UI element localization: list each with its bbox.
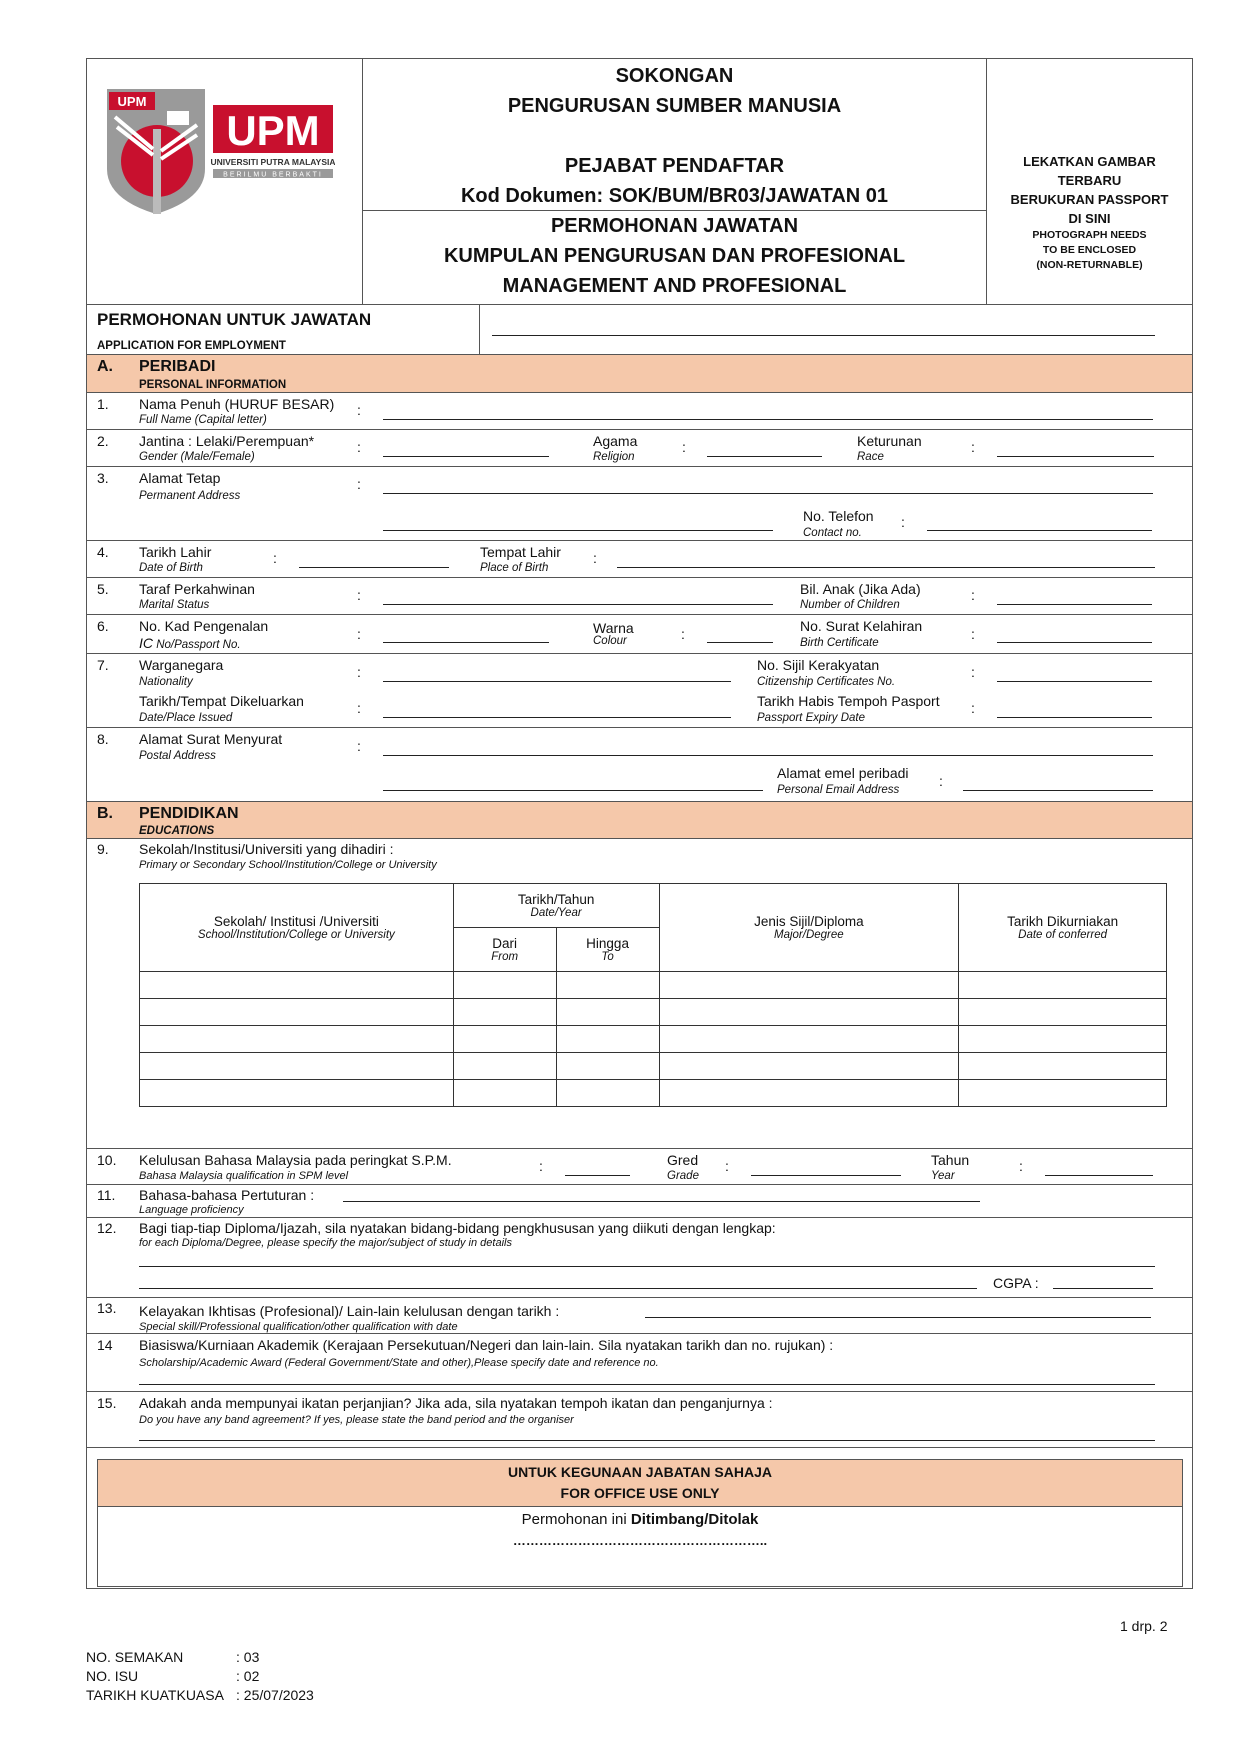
photo-instruction: DI SINI: [1068, 211, 1111, 226]
field-label-en: Permanent Address: [139, 490, 241, 502]
decision-text: Permohonan ini: [521, 1511, 631, 1528]
photo-placeholder[interactable]: [987, 59, 1192, 304]
decision-options: Ditimbang/Ditolak: [630, 1511, 759, 1528]
photo-note: (NON-RETURNABLE): [1036, 259, 1143, 271]
marital-status-input[interactable]: [383, 604, 773, 605]
email-label: Alamat emel peribadi: [777, 765, 909, 781]
field-label: Kelulusan Bahasa Malaysia pada peringkat S.P.M.: [139, 1152, 452, 1168]
field-label-en: Nationality: [139, 676, 193, 688]
ic-colour-input[interactable]: [707, 642, 773, 643]
table-cell[interactable]: [140, 999, 454, 1026]
year-label: Tahun: [931, 1152, 970, 1168]
upm-logo-icon: [105, 89, 335, 219]
citizenship-label: No. Sijil Kerakyatan: [757, 657, 880, 673]
field-label-en: for each Diploma/Degree, please specify the major/subject of study in details: [139, 1237, 512, 1249]
field-professional-qualification: [87, 1297, 1192, 1333]
field-label: Taraf Perkahwinan: [139, 581, 255, 597]
position-label-en: APPLICATION FOR EMPLOYMENT: [97, 340, 286, 352]
header-office: PEJABAT PENDAFTAR: [564, 155, 785, 177]
column-header-school: Sekolah/ Institusi /Universiti School/Institution/College or University: [140, 884, 454, 972]
field-label: Jantina : Lelaki/Perempuan*: [139, 433, 315, 449]
effective-date-value: : 25/07/2023: [236, 1687, 314, 1703]
table-cell[interactable]: [556, 1026, 659, 1053]
table-cell[interactable]: [140, 1053, 454, 1080]
table-cell[interactable]: [453, 972, 556, 999]
table-cell[interactable]: [659, 1026, 959, 1053]
page-number: 1 drp. 2: [1120, 1618, 1168, 1634]
effective-date-label: TARIKH KUATKUASA: [86, 1687, 224, 1703]
field-postal-address: 8. Alamat Surat Menyurat Postal Address : Alamat emel peribadi Personal Email Address :: [87, 727, 1192, 801]
form-title: PERMOHONAN JAWATAN: [550, 215, 799, 237]
citizenship-input[interactable]: [997, 681, 1152, 682]
table-cell[interactable]: [140, 1080, 454, 1107]
table-cell[interactable]: [140, 972, 454, 999]
header-line-2: PENGURUSAN SUMBER MANUSIA: [507, 95, 842, 117]
table-cell[interactable]: [453, 1026, 556, 1053]
field-number: 14: [97, 1337, 113, 1353]
office-decision: [98, 1507, 1182, 1531]
colour-label-en: Colour: [593, 635, 627, 647]
field-number: 15.: [97, 1395, 117, 1411]
phone-label: No. Telefon: [803, 508, 874, 524]
table-cell[interactable]: [959, 972, 1167, 999]
column-header-major: Jenis Sijil/Diploma Major/Degree: [659, 884, 959, 972]
field-permanent-address: 3. Alamat Tetap Permanent Address : No. Telefon Contact no. :: [87, 466, 1192, 540]
field-nationality: 7. Warganegara Nationality : Tarikh/Tempat Dikeluarkan Date/Place Issued : No. Sijil Kerakyatan Citizenship Certificates No. : Tarikh Habis Tempoh Pasport Passport Expiry Date :: [87, 653, 1192, 727]
svg-text:BERILMU BERBAKTI: BERILMU BERBAKTI: [223, 171, 323, 179]
field-label: No. Kad Pengenalan: [139, 618, 269, 634]
issue-date-place-input[interactable]: [383, 717, 731, 718]
document-code: Kod Dokumen: SOK/BUM/BR03/JAWATAN 01: [460, 185, 889, 207]
issue-value: : 02: [236, 1668, 260, 1684]
field-number: 4.: [97, 544, 109, 560]
grade-input[interactable]: [751, 1175, 901, 1176]
religion-input[interactable]: [707, 456, 822, 457]
revision-label: NO. SEMAKAN: [86, 1649, 184, 1665]
field-number: 11.: [97, 1187, 116, 1203]
full-name-input[interactable]: [383, 419, 1153, 420]
field-number: 1.: [97, 396, 109, 412]
table-cell[interactable]: [959, 1080, 1167, 1107]
field-label-en: Marital Status: [139, 599, 210, 611]
table-cell[interactable]: [659, 1080, 959, 1107]
place-of-birth-input[interactable]: [617, 567, 1155, 568]
cgpa-label: CGPA :: [993, 1275, 1039, 1291]
field-number: 12.: [97, 1220, 117, 1236]
table-cell[interactable]: [453, 1053, 556, 1080]
field-label-en: Postal Address: [139, 750, 216, 762]
email-label-en: Personal Email Address: [777, 784, 900, 796]
table-cell[interactable]: [556, 999, 659, 1026]
field-ic: 6. No. Kad Pengenalan IC No/Passport No. : Warna Colour : No. Surat Kelahiran Birth Certificate :: [87, 614, 1192, 653]
passport-expiry-input[interactable]: [997, 717, 1152, 718]
qualification-input[interactable]: [645, 1317, 1151, 1318]
table-row: [140, 999, 1167, 1026]
field-education: [87, 838, 1192, 1118]
field-number: 8.: [97, 731, 109, 747]
table-row: [140, 972, 1167, 999]
field-label-en: Gender (Male/Female): [139, 451, 255, 463]
field-label-en: Full Name (Capital letter): [139, 414, 267, 426]
field-label-en: Date of Birth: [139, 562, 203, 574]
race-label: Keturunan: [857, 433, 922, 449]
svg-text:UPM: UPM: [226, 107, 320, 154]
field-label-en: No/Passport No.: [156, 639, 241, 651]
table-cell[interactable]: [959, 1026, 1167, 1053]
table-cell[interactable]: [140, 1026, 454, 1053]
gender-input[interactable]: [383, 456, 549, 457]
issue-label: NO. ISU: [86, 1668, 139, 1684]
ic-number-input[interactable]: [383, 642, 549, 643]
religion-label: Agama: [593, 433, 638, 449]
ic-label: IC: [139, 635, 153, 651]
column-header-conferred: Tarikh Dikurniakan Date of conferred: [959, 884, 1167, 972]
specialisation-input-line-1[interactable]: [139, 1266, 1155, 1267]
column-header-to: Hingga To: [556, 928, 659, 972]
field-label-en: Do you have any band agreement? If yes, please state the band period and the organiser: [139, 1414, 574, 1426]
section-letter: A.: [97, 358, 113, 375]
race-label-en: Race: [857, 451, 884, 463]
citizenship-label-en: Citizenship Certificates No.: [757, 676, 896, 688]
section-title: PERIBADI: [139, 358, 216, 375]
field-label: Kelayakan Ikhtisas (Profesional)/ Lain-lain kelulusan dengan tarikh :: [139, 1303, 560, 1319]
field-number: 13.: [97, 1300, 117, 1316]
photo-note: PHOTOGRAPH NEEDS: [1032, 229, 1147, 241]
field-full-name: 1. Nama Penuh (HURUF BESAR) Full Name (Capital letter) :: [87, 392, 1192, 429]
position-input[interactable]: [492, 335, 1155, 336]
header-line-1: SOKONGAN: [615, 65, 734, 87]
section-letter: B.: [97, 805, 113, 822]
field-number: 6.: [97, 618, 109, 634]
field-label-en: Special skill/Professional qualification/other qualification with date: [139, 1321, 458, 1333]
field-birth: 4. Tarikh Lahir Date of Birth : Tempat Lahir Place of Birth :: [87, 540, 1192, 577]
bond-agreement-input[interactable]: [139, 1440, 1155, 1441]
field-label-en: Scholarship/Academic Award (Federal Government/State and other),Please specify date and reference no.: [139, 1357, 659, 1369]
field-label-en: Bahasa Malaysia qualification in SPM level: [139, 1170, 349, 1182]
table-cell[interactable]: [556, 972, 659, 999]
phone-label-en: Contact no.: [803, 527, 862, 539]
field-label-en: Primary or Secondary School/Institution/College or University: [139, 859, 437, 871]
section-title: PENDIDIKAN: [139, 805, 239, 822]
table-row: [140, 1080, 1167, 1107]
office-title: UNTUK KEGUNAAN JABATAN SAHAJA: [508, 1464, 772, 1480]
field-number: 10.: [97, 1152, 117, 1168]
decision-signature-line[interactable]: …………………………………………………..: [512, 1533, 768, 1548]
children-input[interactable]: [997, 604, 1152, 605]
place-of-birth-label: Tempat Lahir: [480, 544, 561, 560]
revision-value: : 03: [236, 1649, 260, 1665]
specialisation-input-line-2[interactable]: [139, 1288, 977, 1289]
field-label: Bahasa-bahasa Pertuturan :: [139, 1187, 315, 1203]
email-input[interactable]: [963, 790, 1153, 791]
form-group-en: MANAGEMENT AND PROFESIONAL: [502, 275, 847, 297]
birth-cert-label: No. Surat Kelahiran: [800, 618, 923, 634]
race-input[interactable]: [997, 456, 1154, 457]
photo-instruction: BERUKURAN PASSPORT: [1010, 192, 1169, 207]
table-cell[interactable]: [453, 1080, 556, 1107]
postal-address-input-line-1[interactable]: [383, 755, 1153, 756]
place-of-birth-label-en: Place of Birth: [480, 562, 549, 574]
table-cell[interactable]: [659, 972, 959, 999]
field-bm-spm: 10. Kelulusan Bahasa Malaysia pada peringkat S.P.M. Bahasa Malaysia qualification in SPM level : Gred Grade : Tahun Year :: [87, 1148, 1192, 1184]
section-subtitle: EDUCATIONS: [139, 825, 215, 837]
office-use-header: [98, 1460, 1182, 1507]
education-table: [139, 883, 1167, 1107]
field-label-en: Language proficiency: [139, 1204, 244, 1216]
office-use-area: [87, 1447, 1192, 1590]
date-of-birth-input[interactable]: [299, 567, 449, 568]
cgpa-input[interactable]: [1053, 1288, 1153, 1289]
table-row: [140, 1053, 1167, 1080]
application-form: [86, 58, 1193, 1589]
address-input-line-2[interactable]: [383, 530, 773, 531]
header-title-cell: [363, 59, 987, 304]
column-header-date: Tarikh/Tahun Date/Year: [453, 884, 659, 928]
field-scholarship: [87, 1333, 1192, 1391]
table-cell[interactable]: [556, 1053, 659, 1080]
children-label: Bil. Anak (Jika Ada): [800, 581, 921, 597]
field-marital: 5. Taraf Perkahwinan Marital Status : Bil. Anak (Jika Ada) Number of Children :: [87, 577, 1192, 614]
children-label-en: Number of Children: [800, 599, 900, 611]
document-revision-info: [86, 1648, 314, 1705]
field-languages: [87, 1184, 1192, 1217]
table-cell[interactable]: [659, 999, 959, 1026]
field-gender-religion-race: 2. Jantina : Lelaki/Perempuan* Gender (Male/Female) : Agama Religion : Keturunan Race :: [87, 429, 1192, 466]
field-label: Adakah anda mempunyai ikatan perjanjian? Jika ada, sila nyatakan tempoh ikatan dan penganjurnya :: [139, 1395, 773, 1411]
office-use-box: [97, 1459, 1183, 1587]
passport-expiry-label: Tarikh Habis Tempoh Pasport: [757, 693, 940, 709]
colour-label: Warna: [593, 620, 634, 636]
grade-label-en: Grade: [667, 1170, 699, 1182]
field-label: Biasiswa/Kurniaan Akademik (Kerajaan Persekutuan/Negeri dan lain-lain. Sila nyatakan tarikh dan no. rujukan) :: [139, 1337, 834, 1353]
field-label: Alamat Tetap: [139, 470, 221, 486]
photo-instruction: LEKATKAN GAMBAR: [1023, 154, 1156, 169]
svg-text:UPM: UPM: [117, 94, 147, 109]
field-number: 3.: [97, 470, 109, 486]
scholarship-input[interactable]: [139, 1384, 1155, 1385]
table-cell[interactable]: [556, 1080, 659, 1107]
field-specialisation: [87, 1217, 1192, 1297]
table-cell[interactable]: [453, 999, 556, 1026]
field-number: 7.: [97, 657, 109, 673]
languages-input[interactable]: [343, 1201, 980, 1202]
field-label: Bagi tiap-tiap Diploma/Ijazah, sila nyatakan bidang-bidang pengkhususan yang diikuti dengan lengkap:: [139, 1220, 776, 1236]
field-label-en: Date/Place Issued: [139, 712, 233, 724]
table-cell[interactable]: [959, 1053, 1167, 1080]
field-label: Tarikh/Tempat Dikeluarkan: [139, 693, 304, 709]
table-cell[interactable]: [959, 999, 1167, 1026]
form-group: KUMPULAN PENGURUSAN DAN PROFESIONAL: [443, 245, 906, 267]
postal-address-input-line-2[interactable]: [383, 790, 763, 791]
section-b-header: [87, 801, 1192, 838]
field-label: Sekolah/Institusi/Universiti yang dihadiri :: [139, 841, 394, 857]
year-input[interactable]: [1045, 1175, 1153, 1176]
field-bond-agreement: [87, 1391, 1192, 1447]
table-cell[interactable]: [659, 1053, 959, 1080]
table-row: [140, 1026, 1167, 1053]
field-number: 2.: [97, 433, 109, 449]
field-label: Nama Penuh (HURUF BESAR): [139, 396, 335, 412]
svg-text:UNIVERSITI PUTRA MALAYSIA: UNIVERSITI PUTRA MALAYSIA: [210, 157, 335, 167]
field-label: Alamat Surat Menyurat: [139, 731, 283, 747]
birth-cert-input[interactable]: [997, 642, 1152, 643]
photo-instruction: TERBARU: [1057, 173, 1122, 188]
logo-cell: [87, 59, 363, 304]
field-number: 5.: [97, 581, 109, 597]
field-label: Warganegara: [139, 657, 224, 673]
phone-input[interactable]: [927, 530, 1152, 531]
bm-result-input[interactable]: [565, 1175, 630, 1176]
photo-note: TO BE ENCLOSED: [1042, 244, 1137, 256]
field-label: Tarikh Lahir: [139, 544, 212, 560]
field-number: 9.: [97, 841, 109, 857]
year-label-en: Year: [931, 1170, 955, 1182]
office-title-en: FOR OFFICE USE ONLY: [560, 1485, 720, 1501]
section-subtitle: PERSONAL INFORMATION: [139, 379, 287, 391]
birth-cert-label-en: Birth Certificate: [800, 637, 879, 649]
grade-label: Gred: [667, 1152, 699, 1168]
nationality-input[interactable]: [383, 681, 731, 682]
column-header-from: Dari From: [453, 928, 556, 972]
address-input-line-1[interactable]: [383, 493, 1153, 494]
section-a-header: [87, 354, 1192, 392]
position-applied-row: [87, 304, 1192, 354]
passport-expiry-label-en: Passport Expiry Date: [757, 712, 866, 724]
position-label: PERMOHONAN UNTUK JAWATAN: [97, 310, 372, 329]
religion-label-en: Religion: [593, 451, 635, 463]
